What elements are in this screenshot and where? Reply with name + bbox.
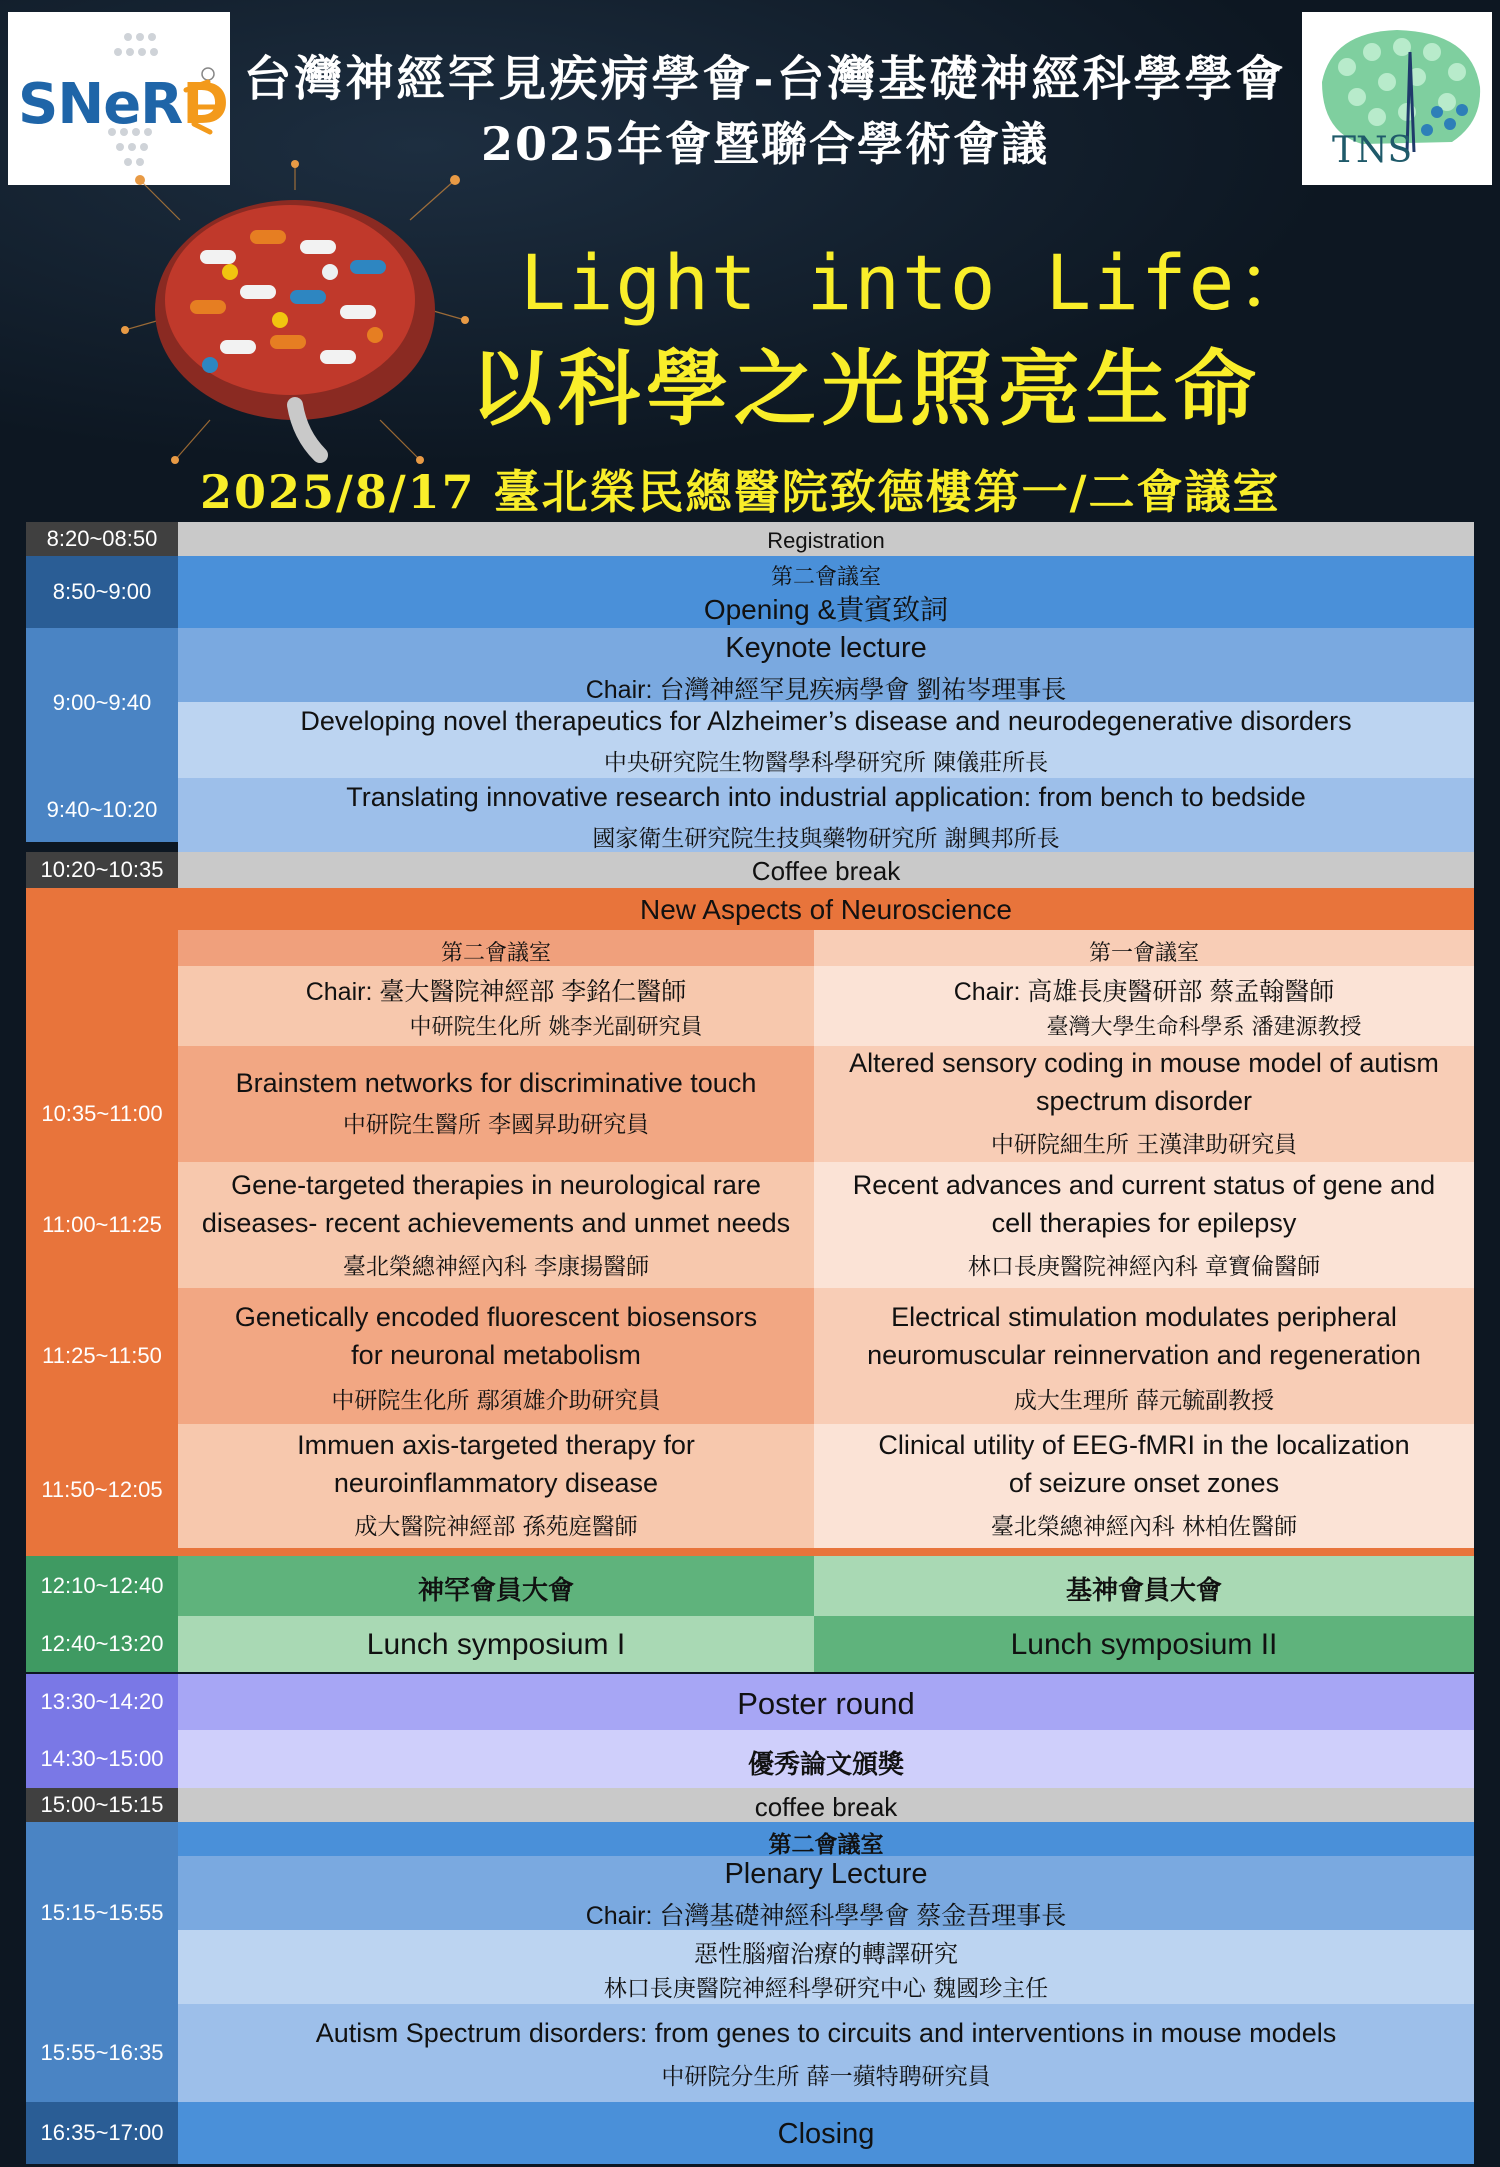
- registration-row: [26, 522, 1474, 556]
- conference-subtitle: 2025年會暨聯合學術會議: [480, 117, 1050, 171]
- time-cell: 15:55~16:35: [26, 2004, 178, 2102]
- coffee-break-row: [26, 852, 1474, 888]
- poster-round-label: Poster round: [737, 1686, 915, 1721]
- plenary-header-cell: [178, 1856, 1474, 1930]
- right-room-cell: [814, 930, 1474, 966]
- talk-speaker: 中研院分生所 薛一蘋特聘研究員: [661, 2064, 991, 2090]
- tns-logo-text: TNS: [1332, 130, 1413, 171]
- lunch-symposium-1: Lunch symposium I: [366, 1628, 626, 1661]
- talk-title: 惡性腦瘤治療的轉譯研究: [694, 1940, 958, 1968]
- talk-speaker: 林口長庚醫院神經內科 章寶倫醫師: [967, 1254, 1321, 1280]
- talk-speaker: 林口長庚醫院神經科學研究中心 魏國珍主任: [603, 1976, 1049, 2002]
- snerd-logo-text: SNeRD: [18, 72, 228, 137]
- poster-round-cell: [178, 1674, 1474, 1730]
- closing-cell: [178, 2102, 1474, 2164]
- talk-speaker: 中研院生化所 鄢須雄介助研究員: [331, 1388, 661, 1414]
- time-cell: 13:30~14:20: [26, 1674, 178, 1730]
- talk-title: Translating innovative research into industrial application: from bench to bedside: [346, 782, 1306, 812]
- plenary-block: [26, 1822, 1474, 2102]
- left-talk-4: [178, 1424, 814, 1548]
- talk-speaker: 成大生理所 薛元毓副教授: [1013, 1388, 1275, 1414]
- time-cell: 8:20~08:50: [26, 522, 178, 556]
- left-talk-3: [178, 1288, 814, 1424]
- talk-title: Altered sensory coding in mouse model of autism: [849, 1048, 1439, 1078]
- left-chair: Chair: 臺大醫院神經部 李銘仁醫師: [305, 978, 687, 1006]
- poster-round-row: [26, 1674, 1474, 1730]
- keynote-block: [26, 628, 1474, 852]
- talk-title: for neuronal metabolism: [351, 1340, 641, 1370]
- right-talk-1: [814, 1046, 1474, 1162]
- neuroscience-title: New Aspects of Neuroscience: [640, 894, 1012, 925]
- left-room: 第二會議室: [440, 941, 551, 966]
- keynote-header-cell: [178, 628, 1474, 702]
- time-cell: 12:40~13:20: [26, 1616, 178, 1672]
- talk-title: neuroinflammatory disease: [333, 1468, 659, 1498]
- left-talk-1: [178, 1046, 814, 1162]
- plenary-room-cell: [178, 1822, 1474, 1856]
- right-talk-2: [814, 1162, 1474, 1288]
- lunch-symposium-2-cell: [814, 1616, 1474, 1672]
- talk-speaker: 成大醫院神經部 孫苑庭醫師: [354, 1514, 638, 1540]
- time-cell: 10:35~11:00: [41, 1101, 163, 1126]
- right-chair: Chair: 高雄長庚醫研部 蔡孟翰醫師: [953, 978, 1335, 1006]
- time-cell: 11:50~12:05: [41, 1477, 163, 1502]
- award-row: [26, 1730, 1474, 1788]
- plenary-room: 第二會議室: [768, 1831, 884, 1856]
- date-venue: 2025/8/17 臺北榮民總醫院致德樓第一/二會議室: [200, 465, 1281, 519]
- talk-speaker: 臺北榮總神經內科 林柏佐醫師: [990, 1514, 1298, 1540]
- talk-title: Autism Spectrum disorders: from genes to circuits and interventions in mouse models: [315, 2018, 1337, 2048]
- time-cell: 12:10~12:40: [26, 1556, 178, 1616]
- registration-label: Registration: [767, 528, 885, 553]
- registration-cell: [178, 522, 1474, 556]
- left-co-chair: 中研院生化所 姚李光副研究員: [409, 1015, 703, 1040]
- talk-title: Recent advances and current status of gene and: [852, 1170, 1436, 1200]
- talk-speaker: 中研院細生所 王漢津助研究員: [990, 1132, 1298, 1158]
- lunch-row: [26, 1616, 1474, 1672]
- award-label: 優秀論文頒獎: [747, 1750, 904, 1780]
- time-cell: 14:30~15:00: [26, 1730, 178, 1788]
- talk-title: cell therapies for epilepsy: [991, 1208, 1297, 1238]
- time-cell: 9:40~10:20: [26, 778, 178, 842]
- plenary-chair: Chair: 台灣基礎神經科學學會 蔡金吾理事長: [585, 1902, 1067, 1930]
- opening-cell: [178, 556, 1474, 628]
- plenary-title: Plenary Lecture: [724, 1858, 928, 1890]
- coffee-break-label: coffee break: [754, 1792, 898, 1822]
- opening-label: Opening &貴賓致詞: [703, 594, 949, 625]
- time-cell: 9:00~9:40: [26, 628, 178, 778]
- opening-row: [26, 556, 1474, 628]
- keynote-title: Keynote lecture: [725, 632, 927, 664]
- organization-title: 台灣神經罕見疾病學會-台灣基礎神經科學學會: [243, 51, 1287, 107]
- award-cell: [178, 1730, 1474, 1788]
- time-cell: 11:25~11:50: [42, 1343, 162, 1368]
- time-cell: 8:50~9:00: [26, 556, 178, 628]
- time-cell: 10:20~10:35: [26, 852, 178, 888]
- right-members-label: 基神會員大會: [1065, 1576, 1222, 1606]
- keynote-chair: Chair: 台灣神經罕見疾病學會 劉祐岑理事長: [585, 676, 1067, 702]
- talk-title: Clinical utility of EEG-fMRI in the localization: [878, 1430, 1410, 1460]
- time-cell: 11:00~11:25: [42, 1212, 162, 1237]
- theme-english: Light into Life：: [520, 238, 1315, 327]
- tns-logo: [1302, 12, 1492, 185]
- brain-illustration: [120, 160, 470, 480]
- talk-speaker: 臺北榮總神經內科 李康揚醫師: [342, 1254, 650, 1280]
- neuroscience-title-cell: [178, 888, 1474, 930]
- theme-chinese: 以科學之光照亮生命: [470, 341, 1263, 437]
- time-cell: 15:15~15:55: [26, 1822, 178, 2004]
- talk-speaker: 國家衛生研究院生技與藥物研究所 謝興邦所長: [592, 826, 1060, 852]
- opening-room: 第二會議室: [770, 565, 881, 590]
- coffee-break-cell: [178, 852, 1474, 888]
- closing-row: [26, 2102, 1474, 2164]
- time-cell: 16:35~17:00: [26, 2102, 178, 2164]
- talk-title: of seizure onset zones: [1008, 1468, 1280, 1498]
- lunch-symposium-2: Lunch symposium II: [1010, 1628, 1278, 1661]
- left-room-cell: [178, 930, 814, 966]
- left-members-label: 神罕會員大會: [417, 1576, 574, 1606]
- right-chair-cell: [814, 966, 1474, 1046]
- coffee-break-row: [26, 1788, 1474, 1822]
- talk-speaker: 中央研究院生物醫學科學研究所 陳儀莊所長: [603, 750, 1049, 776]
- plenary-talk-2: [178, 2004, 1474, 2102]
- right-talk-4: [814, 1424, 1474, 1548]
- plenary-talk-1: [178, 1930, 1474, 2004]
- keynote-talk-1: [178, 702, 1474, 778]
- keynote-talk-2: [178, 778, 1474, 852]
- talk-title: Electrical stimulation modulates peripheral: [891, 1302, 1397, 1332]
- right-members-cell: [814, 1556, 1474, 1616]
- talk-title: Brainstem networks for discriminative touch: [235, 1068, 757, 1098]
- neuroscience-block: [26, 888, 1474, 1556]
- poster-header: [0, 0, 1500, 520]
- right-co-chair: 臺灣大學生命科學系 潘建源教授: [1046, 1015, 1362, 1040]
- talk-title: Gene-targeted therapies in neurological rare: [231, 1170, 761, 1200]
- left-chair-cell: [178, 966, 814, 1046]
- coffee-break-label: Coffee break: [751, 856, 901, 886]
- lunch-symposium-1-cell: [178, 1616, 814, 1672]
- closing-label: Closing: [777, 2118, 875, 2150]
- members-meeting-row: [26, 1556, 1474, 1616]
- talk-title: Genetically encoded fluorescent biosensors: [234, 1302, 758, 1332]
- talk-title: diseases- recent achievements and unmet needs: [201, 1208, 791, 1238]
- talk-speaker: 中研院生醫所 李國昇助研究員: [342, 1112, 650, 1138]
- left-talk-2: [178, 1162, 814, 1288]
- talk-title: spectrum disorder: [1035, 1086, 1253, 1116]
- right-room: 第一會議室: [1088, 941, 1199, 966]
- talk-title: Developing novel therapeutics for Alzheimer’s disease and neurodegenerative disorders: [300, 706, 1352, 736]
- left-members-cell: [178, 1556, 814, 1616]
- right-talk-3: [814, 1288, 1474, 1424]
- coffee-break-cell: [178, 1788, 1474, 1822]
- talk-title: neuromuscular reinnervation and regeneration: [867, 1340, 1421, 1370]
- talk-title: Immuen axis-targeted therapy for: [297, 1430, 695, 1460]
- time-cell: 15:00~15:15: [26, 1788, 178, 1822]
